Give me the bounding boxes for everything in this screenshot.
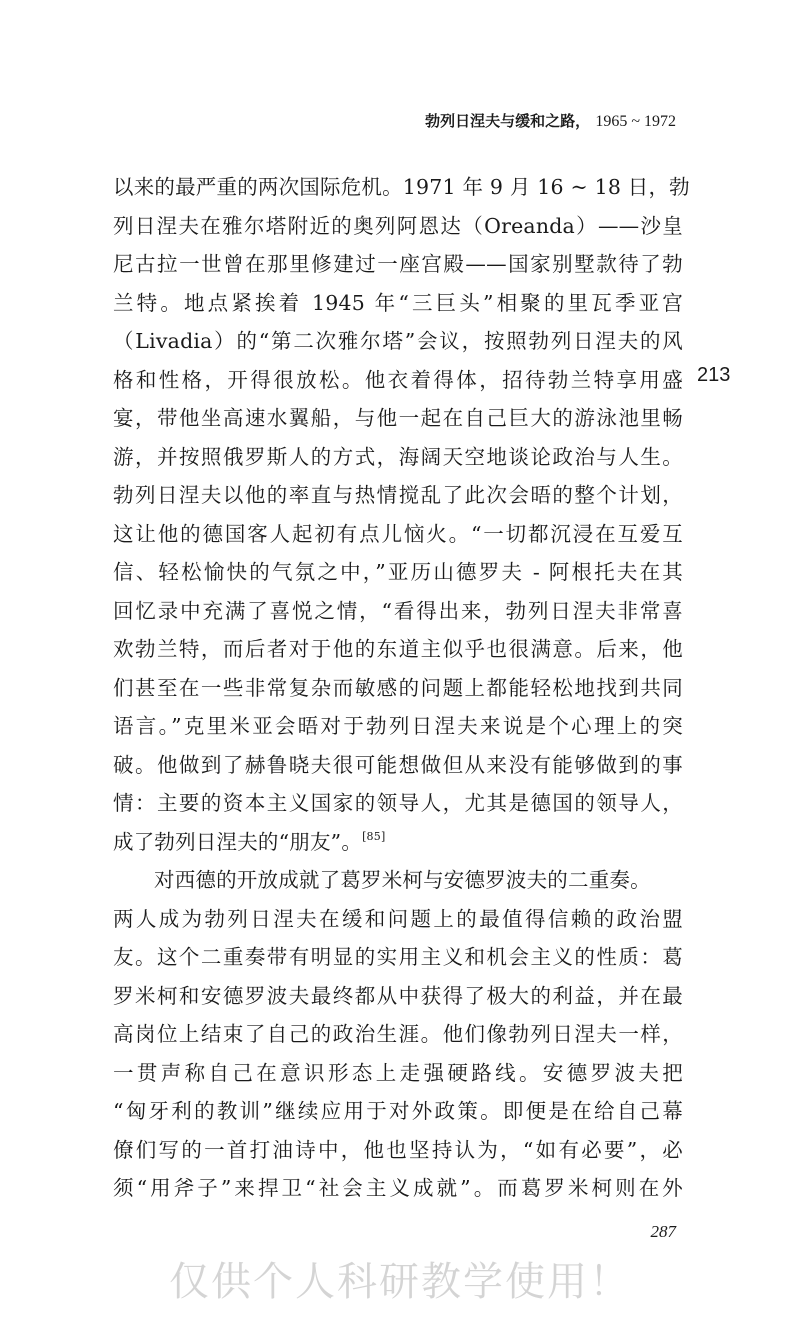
footnote-marker[interactable]: [85] [362,829,386,843]
paragraph-2 [113,861,683,1208]
text-line: 破。他做到了赫鲁晓夫很可能想做但从来没有能够做到的事 [113,752,683,777]
text-line: 尼古拉一世曾在那里修建过一座宫殿——国家别墅款待了勃 [113,252,683,276]
text-line-content: 成了勃列日涅夫的“朋友”。 [113,829,363,854]
running-head-title: 勃列日涅夫与缓和之路， [425,112,591,130]
text-line: 僚们写的一首打油诗中，他也坚持认为，“如有必要”，必 [113,1137,683,1162]
text-line: 以来的最严重的两次国际危机。1971 年 9 月 16 ~ 18 日，勃 [113,175,690,199]
text-line: （Livadia）的“第二次雅尔塔”会议，按照勃列日涅夫的风 [113,329,683,353]
text-line: 们甚至在一些非常复杂而敏感的问题上都能轻松地找到共同 [113,675,683,700]
text-line [113,823,683,862]
text-line: 语言。”克里米亚会晤对于勃列日涅夫来说是个心理上的突 [113,714,683,738]
body-text [113,168,690,1208]
text-line: 一贯声称自己在意识形态上走强硬路线。安德罗波夫把 [113,1060,683,1085]
text-line: “匈牙利的教训”继续应用于对外政策。即便是在给自己幕 [113,1099,683,1123]
text-line: 这让他的德国客人起初有点儿恼火。“一切都沉浸在互爱互 [113,521,683,546]
page-number: 287 [650,1222,676,1241]
margin-page-number: 213 [697,364,731,386]
running-head [0,110,676,131]
watermark-text: 仅供个人科研教学使用！ [169,1259,631,1305]
text-line: 欢勃兰特，而后者对于他的东道主似乎也很满意。后来，他 [113,637,683,661]
text-line: 列日涅夫在雅尔塔附近的奥列阿恩达（Oreanda）——沙皇 [113,213,683,238]
text-line: 友。这个二重奏带有明显的实用主义和机会主义的性质：葛 [113,945,683,969]
text-line: 罗米柯和安德罗波夫最终都从中获得了极大的利益，并在最 [113,983,683,1008]
paragraph-1 [113,168,690,861]
text-line: 宴，带他坐高速水翼船，与他一起在自己巨大的游泳池里畅 [113,406,683,430]
text-line: 游，并按照俄罗斯人的方式，海阔天空地谈论政治与人生。 [113,444,683,469]
text-line: 高岗位上结束了自己的政治生涯。他们像勃列日涅夫一样， [113,1022,683,1046]
text-line: 两人成为勃列日涅夫在缓和问题上的最值得信赖的政治盟 [113,906,683,931]
text-line: 兰特。地点紧挨着 1945 年“三巨头”相聚的里瓦季亚宫 [113,290,683,315]
text-line: 须“用斧子”来捍卫“社会主义成就”。而葛罗米柯则在外 [113,1176,683,1200]
text-line: 格和性格，开得很放松。他衣着得体，招待勃兰特享用盛 [113,367,683,392]
text-line: 回忆录中充满了喜悦之情，“看得出来，勃列日涅夫非常喜 [113,598,683,623]
running-head-years: 1965 ~ 1972 [595,113,676,130]
text-line: 对西德的开放成就了葛罗米柯与安德罗波夫的二重奏。 [154,868,651,892]
text-line: 信、轻松愉快的气氛之中，”亚历山德罗夫 - 阿根托夫在其 [113,560,683,584]
text-line: 情：主要的资本主义国家的领导人，尤其是德国的领导人， [113,791,683,815]
text-line: 勃列日涅夫以他的率直与热情搅乱了此次会晤的整个计划， [113,483,683,507]
